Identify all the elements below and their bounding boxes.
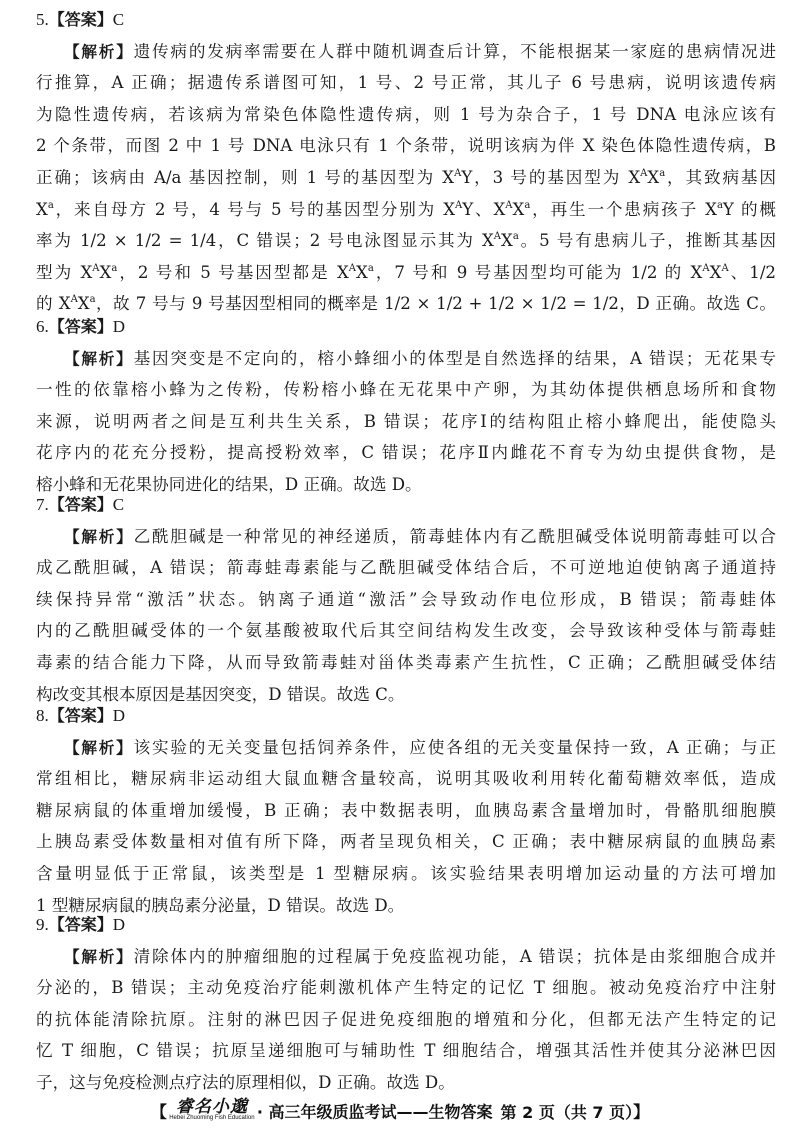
answer-label: 【答案】 — [48, 495, 113, 514]
analysis-line: 一性的依靠榕小蜂为之传粉，传粉榕小蜂在无花果中产卵，为其幼体提供栖息场所和食物 — [36, 380, 776, 400]
analysis-label: 【解析】 — [64, 947, 134, 966]
analysis-line: 上胰岛素受体数量相对值有所下降，两者呈现负相关，C 正确；表中糖尿病鼠的血胰岛素 — [36, 832, 776, 852]
page-footer: 【 睿名小邈 Hebei Zhuoming Fish Education · 高三年级质监考试——生物答案 第 2 页（共 7 页）】 — [0, 1100, 800, 1124]
logo-english-text: Hebei Zhuoming Fish Education — [169, 1115, 255, 1121]
publisher-logo — [169, 1098, 255, 1124]
answer-value: D — [112, 317, 126, 336]
logo-chinese-text: 睿名小邈 — [175, 1097, 248, 1117]
analysis-line: 子，这与免疫检测点疗法的原理相似，D 正确。故选 D。 — [36, 1072, 455, 1092]
analysis-line: 为隐性遗传病，若该病为常染色体隐性遗传病，则 1 号为杂合子，1 号 DNA 电泳应该有 — [36, 104, 776, 124]
analysis-line: 率为 1/2 × 1/2 = 1/4，C 错误；2 号电泳图显示其为 $X^AX^a$。5 号有患病儿子，推断其基因 — [36, 231, 776, 251]
analysis-line: 的抗体能清除抗原。注射的淋巴因子促进免疫细胞的增殖和分化，但都无法产生特定的记 — [36, 1009, 776, 1029]
analysis-line: 毒素的结合能力下降，从而导致箭毒蛙对甾体类毒素产生抗性，C 正确；乙酰胆碱受体结 — [36, 652, 776, 672]
answer-value: D — [112, 706, 126, 725]
analysis-line: 糖尿病鼠的体重增加缓慢，B 正确；表中数据表明，血胰岛素含量增加时，骨骼肌细胞膜 — [36, 800, 776, 820]
question-8 — [36, 706, 776, 916]
analysis-label: 【解析】 — [64, 738, 134, 757]
analysis-line: 【解析】基因突变是不定向的，榕小蜂细小的体型是自然选择的结果，A 错误；无花果专 — [64, 348, 776, 368]
analysis-line: 1 型糖尿病鼠的胰岛素分泌量，D 错误。故选 D。 — [36, 895, 405, 915]
analysis-line: 型为 $X^AX^a$，2 号和 5 号基因型都是 $X^AX^a$，7 号和 9 号基因型均可能为 1/2 的 $X^AX^A$、1/2 — [36, 262, 776, 282]
answer-value: C — [112, 495, 125, 514]
analysis-line: 【解析】该实验的无关变量包括饲养条件，应使各组的无关变量保持一致，A 正确；与正 — [64, 737, 776, 757]
analysis-line: 花序内的花充分授粉，提高授粉效率，C 错误；花序Ⅱ内雌花不育专为幼虫提供食物，是 — [36, 443, 776, 463]
analysis-line: 正确；该病由 A/a 基因控制，则 1 号的基因型为 $X^AY$，3 号的基因型为 $X^AX^a$，其致病基因 — [36, 167, 777, 187]
question-header: 8.【答案】D — [36, 706, 126, 725]
question-9 — [36, 915, 776, 1093]
analysis-line: 常组相比，糖尿病非运动组大鼠血糖含量较高，说明其吸收利用转化葡萄糖效率低，造成 — [36, 769, 776, 789]
question-5 — [36, 10, 776, 314]
analysis-line: 【解析】乙酰胆碱是一种常见的神经递质，箭毒蛙体内有乙酰胆碱受体说明箭毒蛙可以合 — [64, 526, 776, 546]
analysis-line: 构改变其根本原因是基因突变，D 错误。故选 C。 — [36, 684, 405, 704]
analysis-line: 的 $X^AX^a$，故 7 号与 9 号基因型相同的概率是 1/2 × 1/2 + 1/2 × 1/2 = 1/2，D 正确。故选 C。 — [36, 294, 776, 314]
question-header: 5.【答案】C — [36, 10, 125, 29]
analysis-line: 2 个条带，而图 2 中 1 号 DNA 电泳只有 1 个条带，说明该病为伴 X 染色体隐性遗传病，B — [36, 136, 776, 156]
analysis-line: 忆 T 细胞，C 错误；抗原呈递细胞可与辅助性 T 细胞结合，增强其活性并使其分泌淋巴因 — [36, 1041, 776, 1061]
analysis-line: 榕小蜂和无花果协同进化的结果，D 正确。故选 D。 — [36, 474, 422, 494]
question-header: 6.【答案】D — [36, 317, 126, 336]
analysis-line: $X^a$，来自母方 2 号，4 号与 5 号的基因型分别为 $X^AY$、$X^AX^a$，再生一个患病孩子 $X^aY$ 的概 — [36, 199, 776, 219]
question-7 — [36, 495, 776, 705]
analysis-line: 分泌的，B 错误；主动免疫治疗能刺激机体产生特定的记忆 T 细胞。被动免疫治疗中注射 — [36, 978, 776, 998]
analysis-label: 【解析】 — [64, 527, 134, 546]
analysis-line: 【解析】遗传病的发病率需要在人群中随机调查后计算，不能根据某一家庭的患病情况进 — [64, 41, 776, 61]
answer-value: C — [112, 10, 125, 29]
analysis-line: 续保持异常“激活”状态。钠离子通道“激活”会导致动作电位形成，B 错误；箭毒蛙体 — [36, 589, 776, 609]
question-6 — [36, 317, 776, 495]
exam-title: · 高三年级质监考试——生物答案 — [256, 1102, 493, 1122]
analysis-line: 【解析】清除体内的肿瘤细胞的过程属于免疫监视功能，A 错误；抗体是由浆细胞合成并 — [64, 946, 776, 966]
analysis-label: 【解析】 — [64, 349, 134, 368]
answer-value: D — [112, 915, 126, 934]
answer-label: 【答案】 — [48, 317, 113, 336]
analysis-label: 【解析】 — [64, 42, 134, 61]
analysis-line: 来源，说明两者之间是互利共生关系，B 错误；花序Ⅰ的结构阻止榕小蜂爬出，能使隐头 — [36, 411, 776, 431]
page-number: 第 2 页（共 7 页） — [500, 1102, 634, 1122]
question-header: 7.【答案】C — [36, 495, 125, 514]
analysis-line: 内的乙酰胆碱受体的一个氨基酸被取代后其空间结构发生改变，会导致该种受体与箭毒蛙 — [36, 621, 776, 641]
answer-label: 【答案】 — [48, 706, 113, 725]
answer-label: 【答案】 — [48, 10, 113, 29]
question-header: 9.【答案】D — [36, 915, 126, 934]
analysis-line: 成乙酰胆碱，A 错误；箭毒蛙毒素能与乙酰胆碱受体结合后，不可逆地迫使钠离子通道持 — [36, 558, 776, 578]
analysis-line: 含量明显低于正常鼠，该类型是 1 型糖尿病。该实验结果表明增加运动量的方法可增加 — [36, 863, 776, 883]
analysis-line: 行推算，A 正确；据遗传系谱图可知，1 号、2 号正常，其儿子 6 号患病，说明该遗传病 — [36, 73, 776, 93]
answer-label: 【答案】 — [48, 915, 113, 934]
